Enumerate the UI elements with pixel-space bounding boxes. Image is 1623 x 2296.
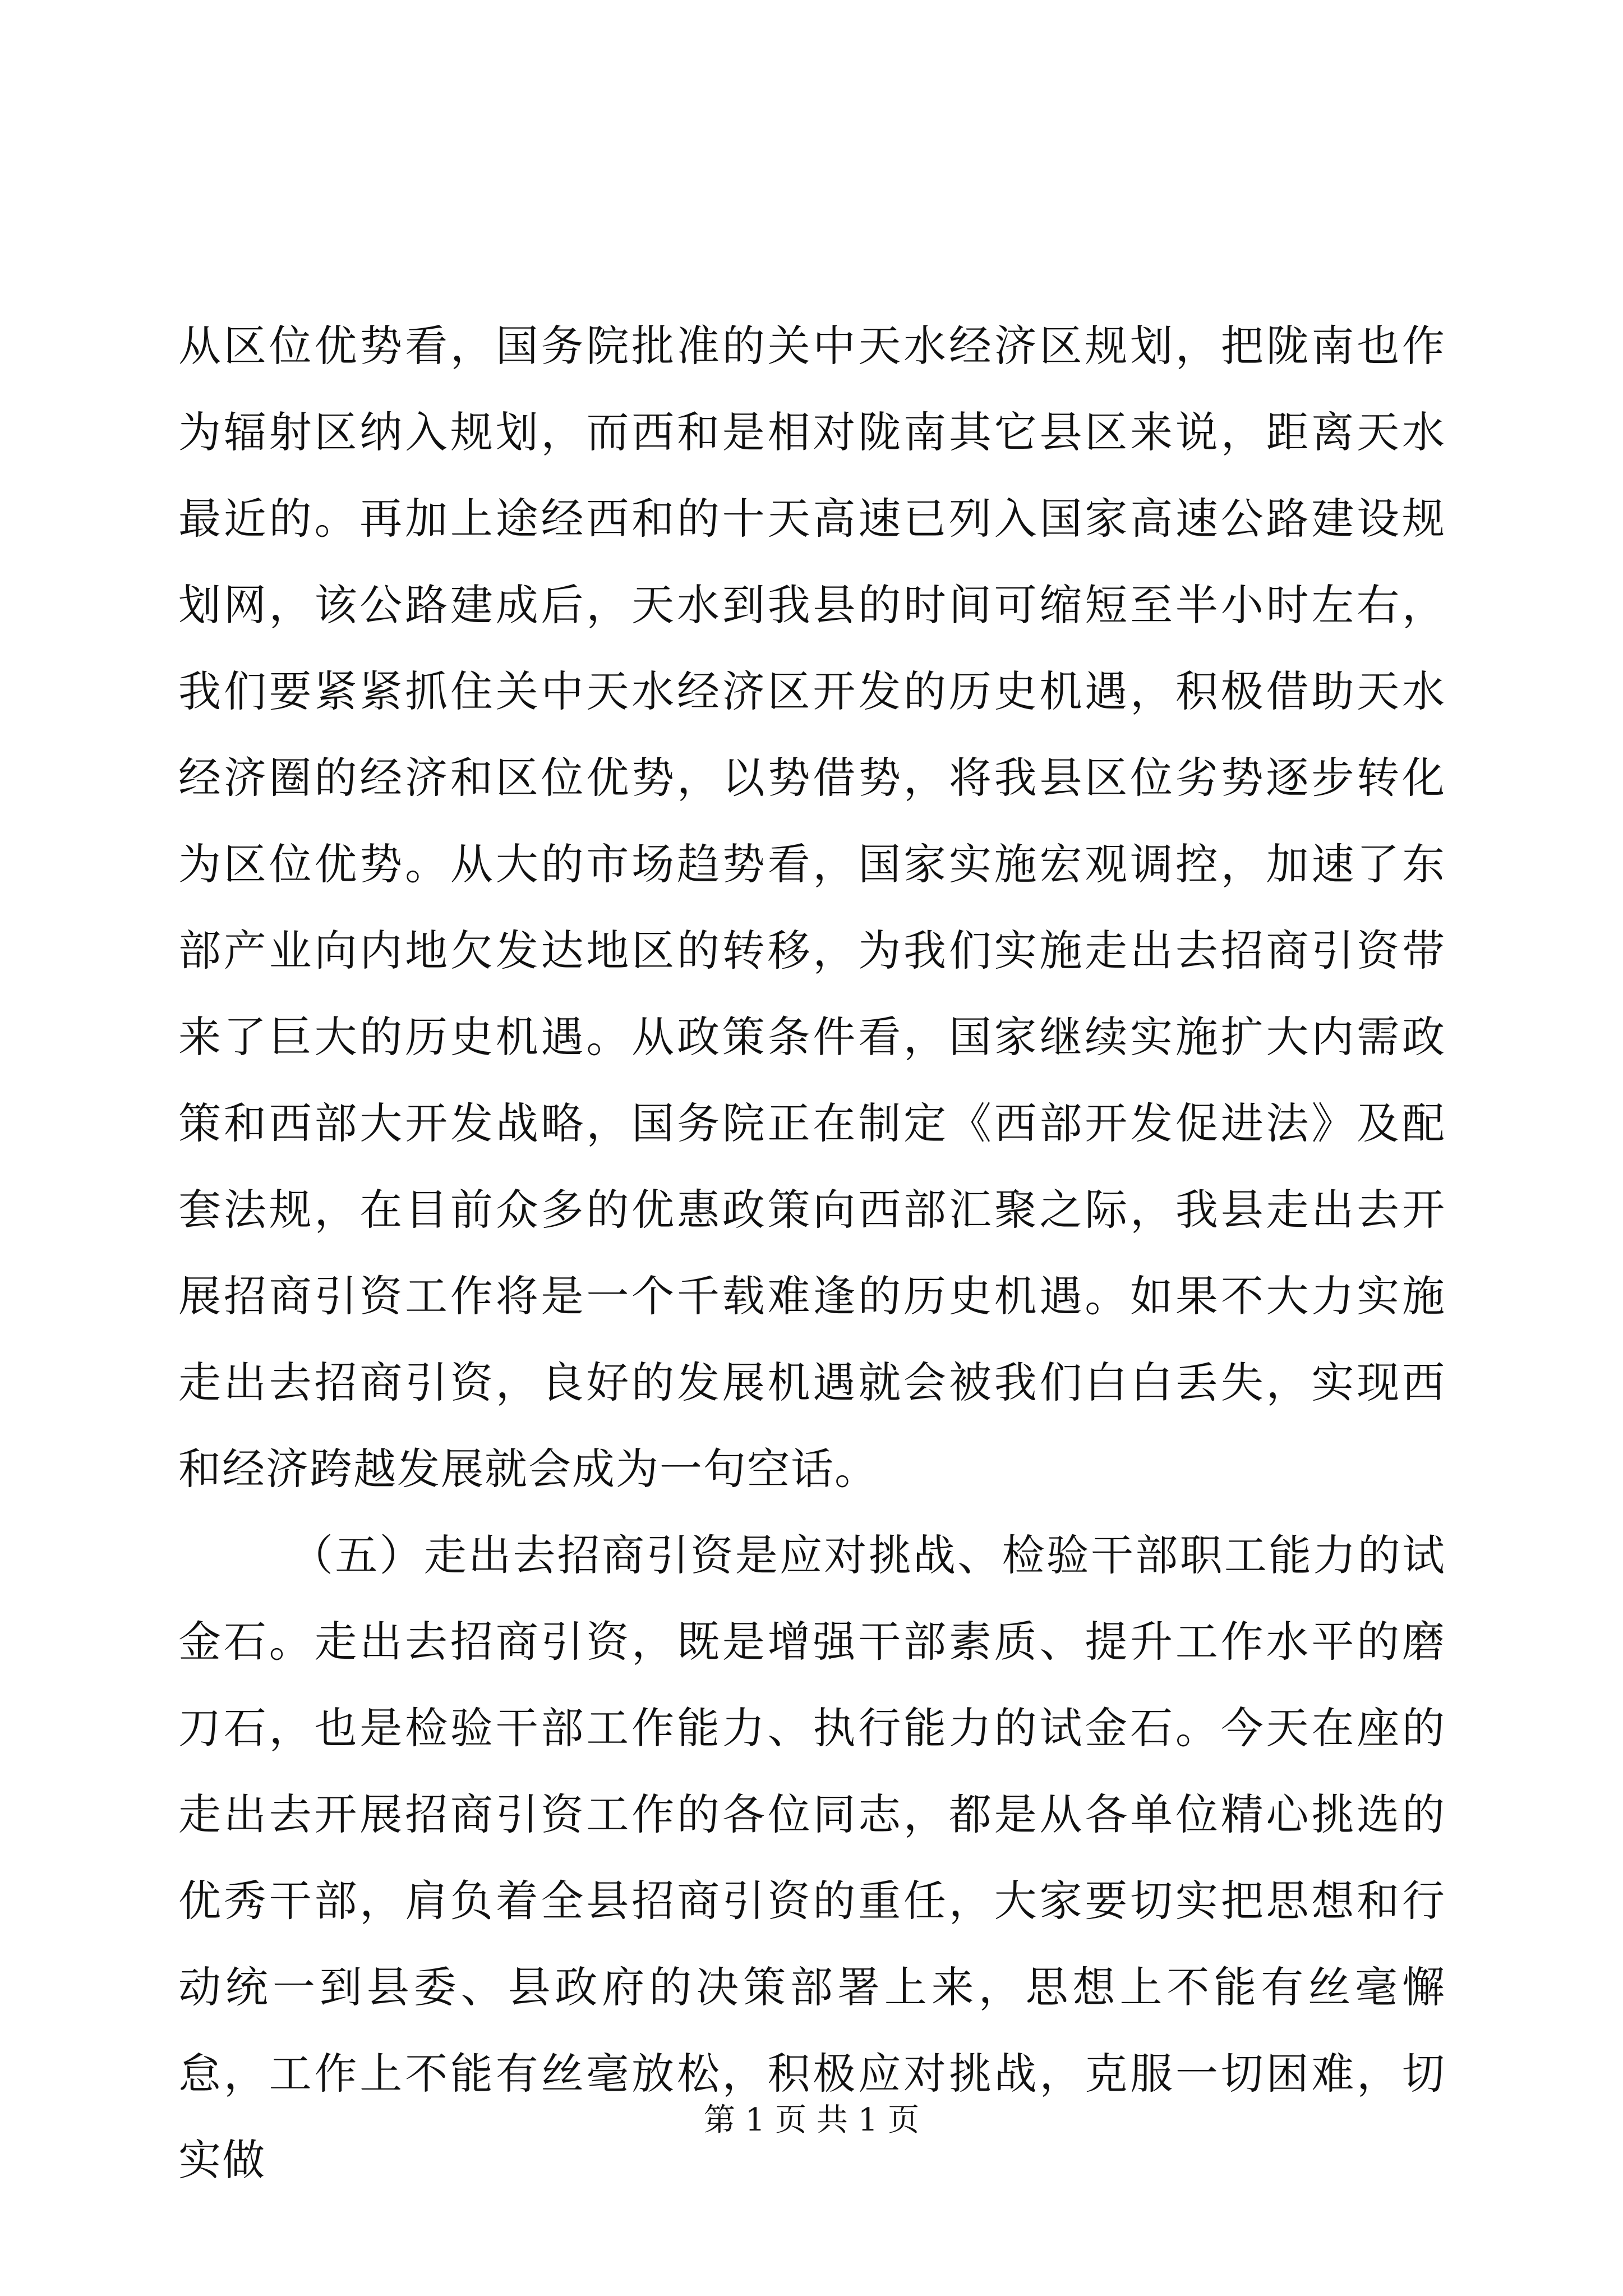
page-footer: 第 1 页 共 1 页	[703, 2102, 920, 2138]
paragraph-1: 从区位优势看，国务院批准的关中天水经济区规划，把陇南也作为辐射区纳入规划，而西和是相对陇南其它县区来说，距离天水最近的。再加上途经西和的十天高速已列入国家高速公路建设规划网，该公路建成后，天水到我县的时间可缩短至半小时左右，我们要紧紧抓住关中天水经济区开发的历史机遇，积极借助天水经济圈的经济和区位优势，以势借势，将我县区位劣势逐步转化为区位优势。从大的市场趋势看，国家实施宏观调控，加速了东部产业向内地欠发达地区的转移，为我们实施走出去招商引资带来了巨大的历史机遇。从政策条件看，国家继续实施扩大内需政策和西部大开发战略，国务院正在制定《西部开发促进法》及配套法规，在目前众多的优惠政策向西部汇聚之际，我县走出去开展招商引资工作将是一个千载难逢的历史机遇。如果不大力实施走出去招商引资，良好的发展机遇就会被我们白白丢失，实现西和经济跨越发展就会成为一句空话。	[178, 321, 1446, 1494]
document-body	[178, 303, 1446, 2203]
paragraph-2: （五）走出去招商引资是应对挑战、检验干部职工能力的试金石。走出去招商引资，既是增强干部素质、提升工作水平的磨刀石，也是检验干部工作能力、执行能力的试金石。今天在座的走出去开展招商引资工作的各位同志，都是从各单位精心挑选的优秀干部，肩负着全县招商引资的重任，大家要切实把思想和行动统一到县委、县政府的决策部署上来，思想上不能有丝毫懈怠，工作上不能有丝毫放松，积极应对挑战，克服一切困难，切实做	[178, 1530, 1446, 2185]
